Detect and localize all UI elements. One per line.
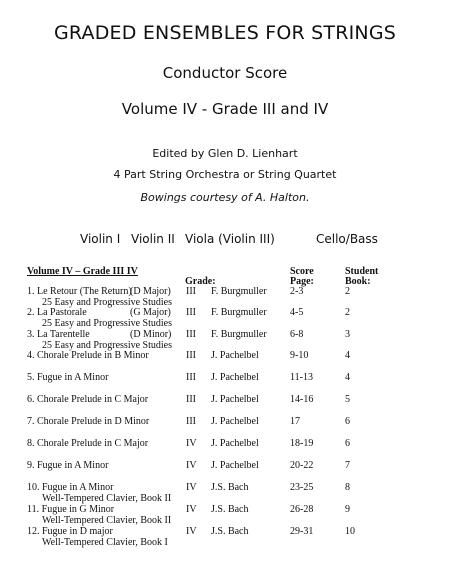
piece-pages: 6-8 bbox=[290, 329, 304, 340]
book-column-header: Student bbox=[345, 266, 379, 277]
piece-book: 4 bbox=[345, 372, 350, 383]
piece-book: 5 bbox=[345, 394, 350, 405]
piece-grade: III bbox=[186, 286, 196, 297]
piece-book: 4 bbox=[345, 350, 350, 361]
piece-source: 25 Easy and Progressive Studies bbox=[42, 340, 172, 351]
piece-pages: 4-5 bbox=[290, 307, 304, 318]
table-row bbox=[0, 526, 450, 566]
piece-book: 2 bbox=[345, 286, 350, 297]
piece-composer: J. Pachelbel bbox=[211, 394, 259, 405]
volume-heading: Volume IV - Grade III and IV bbox=[121, 100, 329, 118]
bowings-credit: Bowings courtesy of A. Halton. bbox=[140, 191, 310, 204]
piece-book: 3 bbox=[345, 329, 350, 340]
piece-key: (G Major) bbox=[130, 307, 171, 318]
piece-title: 11. Fugue in G Minor bbox=[27, 504, 115, 515]
piece-composer: J.S. Bach bbox=[211, 482, 249, 493]
piece-title: 5. Fugue in A Minor bbox=[27, 372, 109, 383]
editor-credit: Edited by Glen D. Lienhart bbox=[152, 147, 298, 160]
piece-pages: 29-31 bbox=[290, 526, 314, 537]
part-violin-1: Violin I bbox=[80, 232, 121, 246]
piece-title: 4. Chorale Prelude in B Minor bbox=[27, 350, 149, 361]
piece-pages: 23-25 bbox=[290, 482, 314, 493]
piece-book: 10 bbox=[345, 526, 355, 537]
piece-composer: J. Pachelbel bbox=[211, 372, 259, 383]
arrangement-line: 4 Part String Orchestra or String Quartet bbox=[113, 168, 337, 181]
piece-title: 3. La Tarentelle bbox=[27, 329, 90, 340]
score-column-header: Score bbox=[290, 266, 314, 277]
piece-book: 9 bbox=[345, 504, 350, 515]
piece-book: 2 bbox=[345, 307, 350, 318]
page-title: GRADED ENSEMBLES FOR STRINGS bbox=[53, 22, 397, 44]
piece-source: Well-Tempered Clavier, Book II bbox=[42, 515, 172, 526]
piece-book: 8 bbox=[345, 482, 350, 493]
book-column-header-2: Book: bbox=[345, 276, 371, 287]
piece-pages: 20-22 bbox=[290, 460, 314, 471]
piece-title: 8. Chorale Prelude in C Major bbox=[27, 438, 149, 449]
piece-composer: J.S. Bach bbox=[211, 526, 249, 537]
piece-composer: J. Pachelbel bbox=[211, 460, 259, 471]
part-viola: Viola (Violin III) bbox=[185, 232, 275, 246]
piece-key: (D Minor) bbox=[130, 329, 172, 340]
score-column-header-2: Page: bbox=[290, 276, 314, 287]
piece-composer: F. Burgmuller bbox=[211, 286, 267, 297]
piece-title: 1. Le Retour (The Return) bbox=[27, 286, 132, 297]
grade-column-header: Grade: bbox=[185, 276, 216, 287]
piece-title: 12. Fugue in D major bbox=[27, 526, 113, 537]
piece-source: 25 Easy and Progressive Studies bbox=[42, 297, 172, 308]
piece-source: 25 Easy and Progressive Studies bbox=[42, 318, 172, 329]
piece-pages: 2-3 bbox=[290, 286, 304, 297]
piece-grade: III bbox=[186, 350, 196, 361]
piece-grade: IV bbox=[186, 504, 197, 515]
piece-pages: 9-10 bbox=[290, 350, 309, 361]
piece-grade: IV bbox=[186, 438, 197, 449]
piece-grade: IV bbox=[186, 460, 197, 471]
contents-heading: Volume IV – Grade III IV bbox=[27, 266, 138, 277]
piece-title: 7. Chorale Prelude in D Minor bbox=[27, 416, 150, 427]
piece-title: 9. Fugue in A Minor bbox=[27, 460, 109, 471]
piece-pages: 17 bbox=[290, 416, 300, 427]
piece-grade: IV bbox=[186, 526, 197, 537]
piece-key: (D Major) bbox=[130, 286, 171, 297]
part-cello-bass: Cello/Bass bbox=[316, 232, 378, 246]
piece-composer: J. Pachelbel bbox=[211, 438, 259, 449]
piece-composer: J. Pachelbel bbox=[211, 416, 259, 427]
piece-pages: 18-19 bbox=[290, 438, 314, 449]
piece-composer: F. Burgmuller bbox=[211, 329, 267, 340]
piece-composer: J. Pachelbel bbox=[211, 350, 259, 361]
piece-title: 2. La Pastorale bbox=[27, 307, 87, 318]
piece-pages: 26-28 bbox=[290, 504, 314, 515]
piece-grade: III bbox=[186, 394, 196, 405]
piece-source: Well-Tempered Clavier, Book II bbox=[42, 493, 172, 504]
piece-composer: J.S. Bach bbox=[211, 504, 249, 515]
piece-book: 7 bbox=[345, 460, 350, 471]
piece-composer: F. Burgmuller bbox=[211, 307, 267, 318]
piece-grade: III bbox=[186, 372, 196, 383]
piece-source: Well-Tempered Clavier, Book I bbox=[42, 537, 168, 548]
piece-grade: III bbox=[186, 329, 196, 340]
piece-book: 6 bbox=[345, 438, 350, 449]
piece-grade: III bbox=[186, 416, 196, 427]
piece-pages: 11-13 bbox=[290, 372, 313, 383]
piece-title: 6. Chorale Prelude in C Major bbox=[27, 394, 149, 405]
page-subtitle: Conductor Score bbox=[162, 64, 288, 82]
piece-grade: IV bbox=[186, 482, 197, 493]
piece-grade: III bbox=[186, 307, 196, 318]
piece-pages: 14-16 bbox=[290, 394, 314, 405]
piece-book: 6 bbox=[345, 416, 350, 427]
part-violin-2: Violin II bbox=[131, 232, 175, 246]
piece-title: 10. Fugue in A Minor bbox=[27, 482, 114, 493]
